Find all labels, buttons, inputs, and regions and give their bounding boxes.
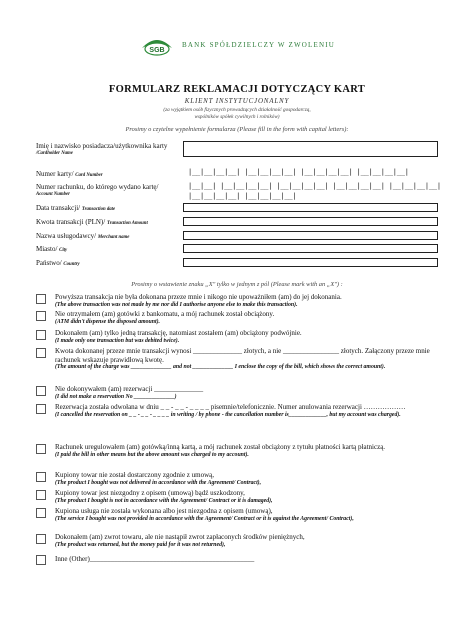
amount-input-box[interactable] <box>183 217 438 226</box>
option-7-pl: Rachunek uregulowałem (am) gotówką/inną kartą, a mój rachunek został obciążony z tytułu płatności kartą płatniczą. <box>55 443 386 451</box>
date-label-en: Transaction date <box>81 207 116 212</box>
option-12 <box>55 555 440 564</box>
option-7 <box>55 443 440 459</box>
holder-label <box>36 142 176 158</box>
form-note-line1: (za wyjątkiem osób fizycznych prowadzących działalność gospodarczą, <box>163 107 311 113</box>
option-5 <box>55 385 440 401</box>
option-3-pl: Dokonałem (am) tylko jedną transakcję, natomiast zostałem (am) obciążony podwójnie. <box>55 329 302 337</box>
option-6-pl: Rezerwacja została odwołana w dniu _ _ - _ _ - _ _ _ _ pisemnie/telefonicznie. Numer anulowania rezerwacji ……………… <box>55 403 406 411</box>
holder-input-box[interactable] <box>183 141 438 157</box>
option-checkbox-6[interactable] <box>36 404 46 414</box>
country-label <box>36 259 80 269</box>
option-11-pl: Dokonałem (am) zwrot towaru, ale nie nastąpił zwrot zapłaconych środków pieniężnych, <box>55 533 305 541</box>
form-subtitle: KLIENT INSTYTUCJONALNY <box>184 97 290 105</box>
date-label-pl: Data transakcji/ <box>36 204 81 212</box>
card-label-pl: Numer karty/ <box>36 170 74 178</box>
option-4-en: (The amount of the charge was ______________ and not ______________ I enclose the copy of the bill, which shows the correct amount). <box>55 364 386 370</box>
amount-label-en: Transaction Amount <box>106 221 148 226</box>
account-label-pl: Numer rachunku, do którego wydano kartę/ <box>36 183 159 191</box>
option-checkbox-9[interactable] <box>36 490 46 500</box>
option-9-pl: Kupiony towar jest niezgodny z opisem (umową) bądź uszkodzony, <box>55 489 245 497</box>
option-1-en: (The above transaction was not made by me nor did I authorise anyone else to make this transaction). <box>55 301 298 308</box>
option-4 <box>55 347 440 372</box>
option-checkbox-5[interactable] <box>36 386 46 396</box>
option-8-en: (The product I bought was not delivered in accordance with the Agreement/ Contract), <box>55 479 262 486</box>
option-6-en: (I cancelled the reservation on _ _ - _ _ - _ _ _ _ in writing / by phone - the cancellation number is_____________, but my account was charged). <box>55 411 401 418</box>
option-checkbox-2[interactable] <box>36 311 46 321</box>
option-10-en: (The service I bought was not provided in accordance with the Agreement/ Contract or it is against the Agreement/ Contract), <box>55 515 354 522</box>
country-label-pl: Państwo/ <box>36 259 62 267</box>
holder-label-en: /Cardholder Name <box>36 151 73 156</box>
amount-label-pl: Kwota transakcji (PLN)/ <box>36 218 106 226</box>
option-8 <box>55 471 440 487</box>
option-checkbox-10[interactable] <box>36 508 46 518</box>
merchant-label-en: Merchant name <box>97 235 130 240</box>
city-input-box[interactable] <box>183 244 438 253</box>
city-label-en: City <box>59 248 68 253</box>
option-checkbox-7[interactable] <box>36 444 46 454</box>
merchant-label-pl: Nazwa usługodawcy/ <box>36 232 97 240</box>
option-checkbox-11[interactable] <box>36 534 46 544</box>
option-1 <box>55 293 440 309</box>
option-11-en: (The product was returned, but the money paid for it was not returned), <box>55 541 226 548</box>
option-5-pl: Nie dokonywałem (am) rezerwacji ______________ <box>55 385 204 393</box>
card-number-boxes[interactable]: |__|__|__|__| |__|__|__|__| |__|__|__|__| |__|__|__|__| <box>188 168 409 176</box>
option-3 <box>55 329 440 345</box>
option-checkbox-3[interactable] <box>36 330 46 340</box>
form-title: FORMULARZ REKLAMACJI DOTYCZĄCY KART <box>108 84 366 95</box>
option-9 <box>55 489 440 505</box>
option-6 <box>55 403 440 419</box>
option-4-pl: Kwota dokonanej przeze mnie transakcji wynosi ______________ złotych, a nie ________________ złotych. Załączony przeze mnie rachunek wskazuje prawidłową kwotę. <box>55 347 430 364</box>
option-5-en: (I did not make a reservation No ______________) <box>55 393 177 400</box>
option-9-en: (The product I bought is not in accordance with the Agreement/ Contract or it is damaged), <box>55 497 273 504</box>
card-label <box>36 170 103 180</box>
city-label <box>36 245 67 255</box>
account-number-boxes-row1[interactable]: |__|__| |__|__|__|__| |__|__|__|__| |__|__|__|__| |__|__|__|__| <box>188 182 441 190</box>
option-checkbox-8[interactable] <box>36 472 46 482</box>
option-checkbox-4[interactable] <box>36 348 46 358</box>
logo-text: SGB <box>149 47 165 54</box>
account-label <box>36 183 158 199</box>
option-2-en: (ATM didn't dispense the disposed amount). <box>55 318 161 325</box>
account-number-boxes-row2[interactable]: |__|__|__|__| |__|__|__|__| <box>188 192 297 200</box>
mark-instruction: Prosimy o wstawienie znaku „X" tylko w jednym z pól (Please mark with an „X") : <box>131 281 343 288</box>
option-2-pl: Nie otrzymałem (am) gotówki z bankomatu, a mój rachunek został obciążony. <box>55 310 275 318</box>
option-10-pl: Kupiona usługa nie została wykonana albo jest niezgodna z opisem (umową), <box>55 507 273 515</box>
option-8-pl: Kupiony towar nie został dostarczony zgodnie z umową, <box>55 471 215 479</box>
country-input-box[interactable] <box>183 258 438 267</box>
amount-label <box>36 218 148 228</box>
date-label <box>36 204 115 214</box>
option-7-en: (I paid the bill in other means but the above amount was charged to my account). <box>55 451 249 458</box>
fill-instruction: Prosimy o czytelne wypełnienie formularza (Please fill in the form with capital letters): <box>125 126 349 133</box>
option-2 <box>55 310 440 326</box>
option-checkbox-12[interactable] <box>36 555 46 565</box>
holder-label-pl: Imię i nazwisko posiadacza/użytkownika karty <box>36 142 168 150</box>
merchant-label <box>36 232 129 242</box>
option-10 <box>55 507 440 523</box>
option-3-en: (I made only one transaction but was debited twice). <box>55 337 180 344</box>
merchant-input-box[interactable] <box>183 231 438 240</box>
date-input-box[interactable] <box>183 203 438 212</box>
card-label-en: Card Number <box>75 173 103 178</box>
option-1-pl: Powyższa transakcja nie była dokonana przeze mnie i nikogo nie upoważniłem (am) do jej dokonania. <box>55 293 342 301</box>
option-checkbox-1[interactable] <box>36 294 46 304</box>
bank-name: BANK SPÓŁDZIELCZY W ZWOLENIU <box>182 41 336 49</box>
option-11 <box>55 533 440 549</box>
country-label-en: Country <box>63 262 80 267</box>
option-12-pl: Inne (Other)_______________________________________________ <box>55 555 255 563</box>
city-label-pl: Miasto/ <box>36 245 58 253</box>
form-note-line2: wspólników spółek cywilnych i rolników) <box>194 114 280 120</box>
account-label-en: Account Number <box>36 192 70 197</box>
sgb-logo-icon <box>140 34 174 58</box>
